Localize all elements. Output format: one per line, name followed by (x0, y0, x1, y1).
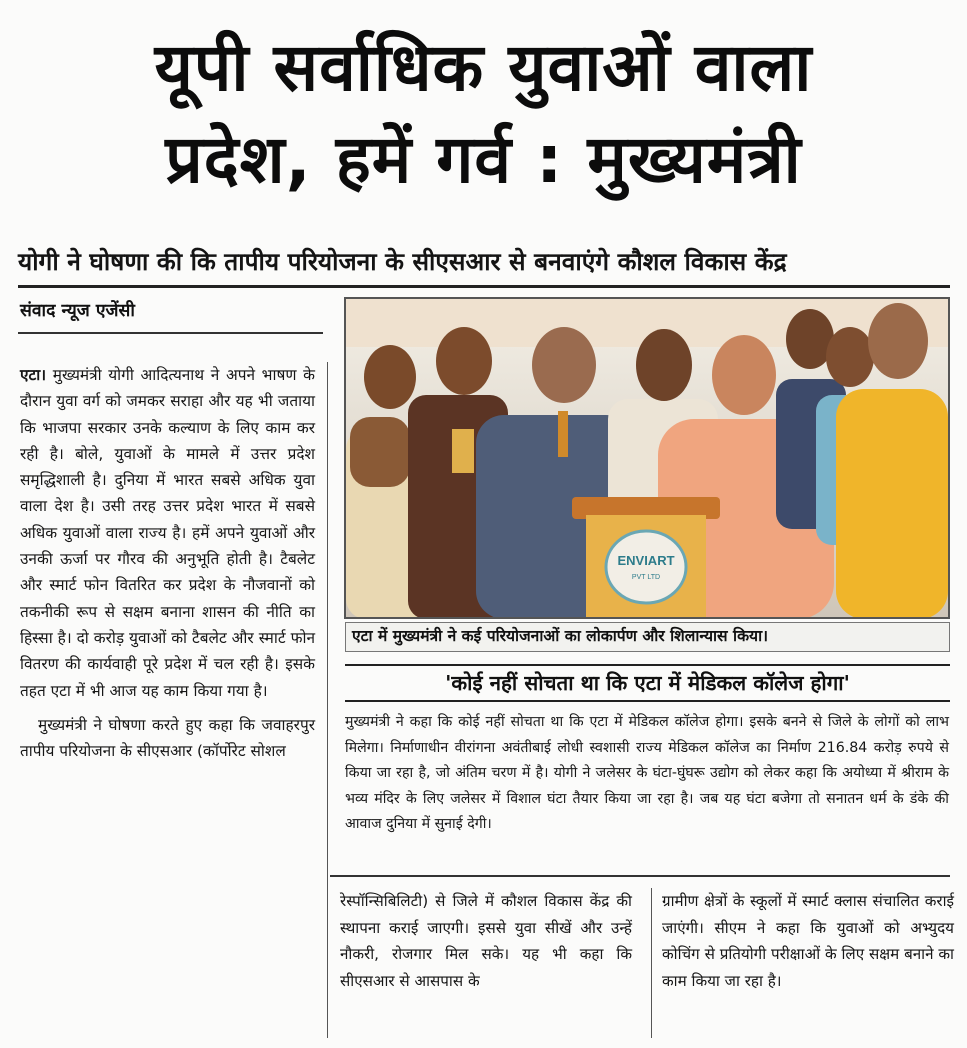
left-paragraph-1-text: मुख्यमंत्री योगी आदित्यनाथ ने अपने भाषण के दौरान युवा वर्ग को जमकर सराहा और यह भी जताया कि भाजपा सरकार उनके कल्याण के लिए काम कर रही है। बोले, युवाओं के मामले में उत्तर प्रदेश समृद्धिशाली है। दुनिया में भारत सबसे अधिक युवा वाला देश है। उसी तरह उत्तर प्रदेश भारत में सबसे अधिक युवाओं वाला राज्य है। हमें अपने युवाओं और उनकी ऊर्जा पर गौरव की अनुभूति होती है। टैबलेट और स्मार्ट फोन वितरित कर प्रदेश के नौजवानों को तकनीकी रूप से सक्षम बनाना शासन की नीति का हिस्सा है। दो करोड़ युवाओं को टैबलेट और स्मार्ट फोन वितरण की कार्यवाही पूरे प्रदेश में चल रही है। इसके तहत एटा में भी आज यह काम किया गया है। (20, 366, 315, 700)
dateline: एटा। (20, 366, 47, 384)
column-divider-left (327, 362, 328, 1038)
byline-rule (18, 332, 323, 334)
left-column (20, 362, 315, 764)
podium-logo-subtext: PVT LTD (631, 574, 661, 581)
news-photo (344, 297, 950, 619)
left-paragraph-1 (20, 362, 315, 704)
column-divider-right (651, 888, 652, 1038)
headline (10, 22, 957, 206)
headline-line-2: प्रदेश, हमें गर्व : मुख्यमंत्री (165, 121, 802, 198)
section-rule (330, 875, 950, 877)
byline: संवाद न्यूज एजेंसी (20, 301, 135, 321)
rally-photo-illustration (346, 299, 948, 617)
podium (572, 497, 720, 617)
right-column (662, 888, 954, 995)
secondary-paragraph: मुख्यमंत्री ने कहा कि कोई नहीं सोचता था कि एटा में मेडिकल कॉलेज होगा। इसके बनने से जिले के लोगों को लाभ मिलेगा। निर्माणाधीन वीरांगना अवंतीबाई लोधी स्वशासी राज्य मेडिकल कॉलेज का निर्माण 216.84 करोड़ रुपये से किया जा रहा है, जो अंतिम चरण में है। योगी ने जलेसर के घंटा-घुंघरू उद्योग को लेकर कहा कि अयोध्या में श्रीराम के भव्य मंदिर के लिए जलेसर में विशाल घंटा तैयार किया जा रहा है। जब यह घंटा बजेगा तो सनातन धर्म के डंके की आवाज दुनिया में सुनाई देगी। (345, 714, 949, 832)
headline-line-1: यूपी सर्वाधिक युवाओं वाला (154, 29, 813, 106)
middle-column (340, 888, 632, 995)
divider-rule (18, 285, 950, 288)
secondary-heading: 'कोई नहीं सोचता था कि एटा में मेडिकल कॉलेज होगा' (345, 664, 950, 702)
subheadline: योगी ने घोषणा की कि तापीय परियोजना के सीएसआर से बनवाएंगे कौशल विकास केंद्र (18, 247, 787, 276)
podium-logo-text: ENVIART (617, 553, 675, 568)
photo-caption: एटा में मुख्यमंत्री ने कई परियोजनाओं का लोकार्पण और शिलान्यास किया। (345, 622, 950, 652)
left-paragraph-2: मुख्यमंत्री ने घोषणा करते हुए कहा कि जवाहरपुर तापीय परियोजना के सीएसआर (कॉर्पोरेट सोशल (20, 715, 315, 761)
middle-column-text: रेस्पॉन्सिबिलिटी) से जिले में कौशल विकास केंद्र की स्थापना कराई जाएगी। इससे युवा सीखें और उन्हें नौकरी, रोजगार मिल सके। यह भी कहा कि सीएसआर से आसपास के (340, 892, 632, 991)
right-column-text: ग्रामीण क्षेत्रों के स्कूलों में स्मार्ट क्लास संचालित कराई जाएंगी। सीएम ने कहा कि युवाओं को अभ्युदय कोचिंग से प्रतियोगी परीक्षाओं के लिए सक्षम बनाने का काम किया जा रहा है। (662, 892, 954, 991)
